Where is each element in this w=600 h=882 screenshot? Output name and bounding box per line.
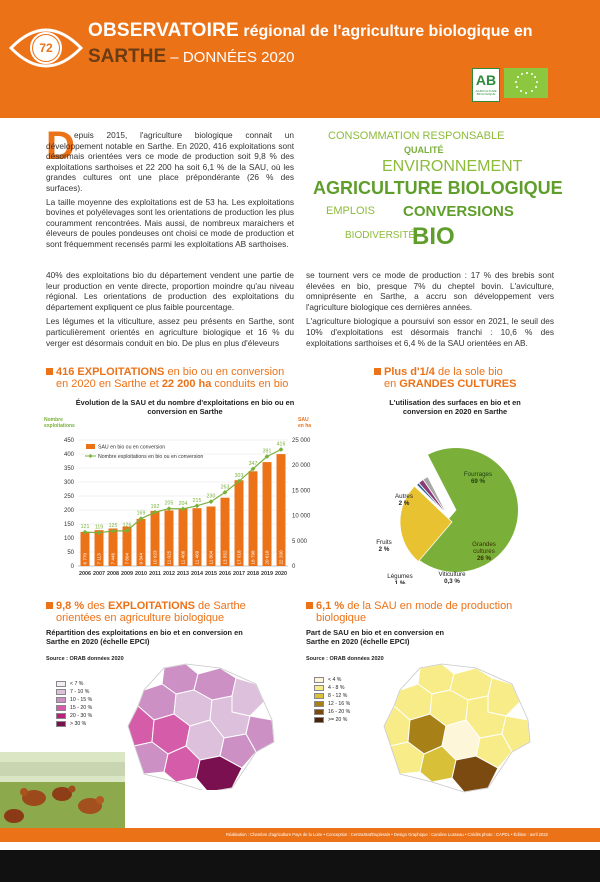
line-value-label: 126 (122, 522, 132, 529)
legend-row (314, 708, 350, 716)
left-axis-label: Nombre (44, 417, 63, 423)
section-exploitations-heading (46, 366, 316, 390)
footer-credits: Réalisation : Chambre d'agriculture Pays de la Loire • Conception : CentraStat/Duplessis • Design Graphique : Caroline Lusseau • Crédits photo : CAPDL • Édition : avril 2022 (0, 828, 600, 842)
word-bio: BIO (412, 223, 455, 250)
word-qualite: QUALITÉ (404, 145, 444, 155)
legend-label: > 30 % (70, 721, 87, 727)
legend-swatch (314, 717, 324, 723)
legend-swatch (56, 697, 66, 703)
legend-swatch (56, 681, 66, 687)
pie-slice-label: Fourrages (463, 471, 493, 478)
legend-swatch (314, 677, 324, 683)
pie-slice-label: Fruits (376, 539, 392, 546)
eye-logo (8, 18, 84, 83)
section-exploitations-map-heading (46, 600, 306, 624)
map2-title: Part de SAU en bio et en conversion en Sarthe en 2020 (échelle EPCI) (306, 628, 444, 646)
legend-row (314, 684, 350, 692)
epci-region (232, 678, 264, 716)
page-bottom-band (0, 850, 600, 882)
x-tick-label: 2014 (191, 571, 203, 577)
word-conversions: CONVERSIONS (403, 203, 514, 220)
intro-paragraph-4: Les légumes et la viticulture, assez peu présents en Sarthe, sont particulièrement orientés en agriculture biologique et 16 % du verger est désormais conduit en bio. De plus en plus d'éleveurs (46, 316, 294, 348)
heading-text: biologique (316, 612, 367, 624)
exploitations-point (195, 503, 200, 508)
word-agriculture-biologique: AGRICULTURE BIOLOGIQUE (313, 178, 563, 198)
legend-swatch (56, 721, 66, 727)
x-tick-label: 2015 (205, 571, 217, 577)
x-tick-label: 2009 (121, 571, 133, 577)
legend-label: 16 - 20 % (328, 709, 351, 715)
exploitations-point (279, 447, 284, 452)
legend-swatch (314, 693, 324, 699)
bullet-square (374, 368, 381, 375)
legend-label: 4 - 8 % (328, 685, 345, 691)
x-tick-label: 2008 (107, 571, 119, 577)
legend-row (314, 716, 350, 724)
line-value-label: 125 (108, 523, 118, 529)
legend-row (56, 720, 92, 728)
bar-value-label: 18 798 (250, 550, 256, 565)
bar-chart-title: Évolution de la SAU et du nombre d'exploitations en bio ou en conversion en Sarthe (75, 398, 295, 416)
legend-swatch (314, 709, 324, 715)
legend-row (56, 712, 92, 720)
heading-text: en (384, 378, 400, 390)
sau-bar (277, 454, 286, 566)
pie-chart (370, 414, 560, 584)
title-sarthe: SARTHE (88, 46, 167, 67)
line-value-label: 119 (94, 524, 104, 531)
title-donnees: DONNÉES 2020 (182, 49, 295, 66)
line-value-label: 230 (206, 493, 216, 500)
pie-slice-label: Légumes (387, 573, 413, 580)
legend-label: 7 - 10 % (70, 689, 90, 695)
legend-swatch-point (89, 454, 93, 458)
intro-paragraph-2: La taille moyenne des exploitations est de 53 ha. Les exploitations bovines et polyélevages sont les orientations de production les plus couramment rencontrées. Mais aussi, de nombreux maraichers et éleveurs de poules pondeuses ont choisi ce mode de production et sont fréquemment recensés parmi les exploitations AB sarthoises. (46, 196, 294, 249)
ab-logo-text: AB (475, 72, 497, 88)
word-emplois: EMPLOIS (326, 205, 375, 217)
map1-legend (56, 680, 92, 728)
pie-slice-value: 2 % (398, 500, 410, 507)
legend-row (56, 696, 92, 704)
heading-text: de Sarthe (195, 600, 246, 612)
right-tick-label: 5 000 (292, 538, 308, 545)
title-rest: régional de l'agriculture biologique en (238, 23, 533, 40)
heading-text: conduits en bio (211, 378, 289, 390)
heading-text: en bio ou en conversion (164, 366, 285, 378)
bar-value-label: 11 406 (180, 550, 186, 565)
word-environnement: ENVIRONNEMENT (382, 158, 523, 175)
left-tick-label: 100 (63, 536, 74, 542)
word-biodiversite: BIODIVERSITÉ (345, 230, 416, 241)
heading-bold: 22 200 ha (161, 378, 212, 390)
map2-choropleth (380, 660, 540, 805)
heading-text: en 2020 en Sarthe et (56, 378, 162, 390)
legend-swatch (56, 689, 66, 695)
pie-slice-label: Viticulture (438, 571, 466, 578)
x-tick-label: 2011 (149, 571, 161, 577)
bar-value-label: 20 618 (264, 550, 270, 565)
bar-value-label: 7 804 (124, 553, 130, 565)
line-value-label: 205 (164, 500, 174, 507)
legend-label: 8 - 12 % (328, 693, 348, 699)
x-tick-label: 2012 (163, 571, 175, 577)
right-tick-label: 0 (292, 564, 296, 570)
map1-source: Source : ORAB données 2020 (46, 656, 124, 662)
pie-slice-value: 2 % (378, 546, 390, 553)
legend-label: 10 - 15 % (70, 697, 93, 703)
heading-bold: EXPLOITATIONS (108, 600, 195, 612)
map1-title: Répartition des exploitations en bio et en conversion en Sarthe en 2020 (échelle EPCI) (46, 628, 243, 646)
x-tick-label: 2007 (93, 571, 105, 577)
legend-label-line: Nombre exploitations en bio ou en conversion (98, 454, 204, 460)
intro-column (46, 124, 294, 253)
legend-row (314, 676, 350, 684)
bar-value-label: 10 923 (152, 550, 158, 565)
left-tick-label: 150 (63, 522, 74, 528)
legend-label: 20 - 30 % (70, 713, 93, 719)
right-tick-label: 10 000 (292, 513, 311, 520)
x-tick-label: 2017 (233, 571, 245, 577)
bar-value-label: 13 552 (222, 550, 228, 565)
intro-paragraph-3: 40% des exploitations bio du département vendent une partie de leur production en vente directe, proportion moindre qu'au niveau régional. Les orientations de production des exploitations du département expliquent ce plus faible pourcentage. (46, 270, 294, 312)
bar-line-chart (40, 414, 320, 586)
word-consommation: CONSOMMATION RESPONSABLE (328, 130, 505, 142)
x-tick-label: 2016 (219, 571, 231, 577)
legend-label: < 4 % (328, 677, 342, 683)
left-tick-label: 250 (63, 494, 74, 500)
intro-paragraph-5: se tournent vers ce mode de production : 17 % des brebis sont élevées en bio, presque 7% du cheptel bovin. L'aviculture, omniprésente en Sarthe, a accru son développement vers l'agriculture biologique ces dernières années. (306, 270, 554, 312)
right-axis-label: en ha (298, 423, 312, 429)
sau-bar (263, 462, 272, 566)
legend-row (314, 692, 350, 700)
legend-row (56, 704, 92, 712)
ab-logo-sub: AGRICULTURE BIOLOGIQUE (475, 89, 497, 96)
map2-source: Source : ORAB données 2020 (306, 656, 384, 662)
heading-bold: Plus d'1/4 (384, 366, 435, 378)
heading-text: de la sole bio (434, 366, 503, 378)
bullet-square (46, 602, 53, 609)
bar-value-label: 11 804 (208, 550, 214, 565)
legend-label: >= 20 % (328, 717, 348, 723)
page-subtitle (88, 46, 295, 68)
heading-text: de la SAU en mode de production (344, 600, 513, 612)
eu-organic-logo (504, 68, 548, 98)
x-tick-label: 2006 (79, 571, 91, 577)
pie-slice-value: 0,3 % (444, 578, 460, 584)
bar-value-label: 17 018 (236, 550, 242, 565)
heading-bold: GRANDES CULTURES (399, 378, 517, 390)
legend-swatch-bar (86, 444, 95, 449)
x-tick-label: 2020 (275, 571, 287, 577)
left-tick-label: 50 (67, 550, 74, 556)
heading-text: orientées en agriculture biologique (56, 612, 225, 624)
left-tick-label: 450 (63, 438, 74, 444)
legend-row (56, 688, 92, 696)
legend-label-bar: SAU en bio ou en conversion (98, 444, 166, 451)
legend-swatch (314, 701, 324, 707)
pie-chart-title: L'utilisation des surfaces en bio et en conversion en 2020 en Sarthe (389, 398, 521, 416)
x-tick-label: 2018 (247, 571, 259, 577)
left-tick-label: 400 (63, 452, 74, 458)
legend-label: 12 - 16 % (328, 701, 351, 707)
intro-paragraph-1: epuis 2015, l'agriculture biologique connait un développement notable en Sarthe. En 2020, 416 exploitations sont désormais orientées vers ce mode de production soit 9,8 % des exploitations sarthoises et 22 200 ha soit 6,1 % de la SAU, où les grandes cultures ont une place prépondérante (26 % des surfaces). (46, 130, 294, 193)
text-column-left (46, 270, 294, 352)
bullet-square (306, 602, 313, 609)
right-tick-label: 20 000 (292, 463, 311, 470)
left-tick-label: 0 (70, 564, 74, 570)
line-value-label: 192 (150, 504, 160, 511)
bar-value-label: 11 025 (166, 550, 172, 565)
pie-slice-label: Grandes (472, 541, 496, 548)
line-value-label: 416 (276, 441, 286, 448)
legend-swatch (56, 705, 66, 711)
line-value-label: 215 (192, 497, 202, 504)
eu-leaf-icon (504, 68, 548, 98)
heading-bold: 416 EXPLOITATIONS (56, 366, 165, 378)
right-tick-label: 15 000 (292, 488, 311, 495)
left-tick-label: 300 (63, 480, 74, 486)
page-header (0, 0, 600, 118)
heading-bold: 6,1 % (316, 600, 345, 612)
line-value-label: 263 (220, 484, 230, 491)
bar-value-label: 9 344 (138, 553, 144, 565)
page-number: 72 (33, 35, 59, 61)
left-tick-label: 350 (63, 466, 74, 472)
pie-slice-label: Autres (395, 493, 413, 500)
ab-logo (472, 68, 500, 102)
title-dash: – (166, 49, 183, 66)
legend-row (56, 680, 92, 688)
bar-value-label: 7 113 (96, 553, 102, 565)
line-value-label: 347 (248, 460, 258, 467)
left-tick-label: 200 (63, 508, 74, 514)
intro-paragraph-6: L'agriculture biologique a poursuivi son essor en 2021, le seuil des 10% d'exploitations est désormais franchi : 10,6 % des exploitations sarthoises et 6,4 % de la SAU orientées en AB. (306, 316, 554, 348)
line-value-label: 391 (262, 448, 272, 455)
heading-text: des (84, 600, 108, 612)
line-value-label: 204 (178, 500, 188, 507)
pie-slice-value: 69 % (470, 478, 486, 485)
legend-row (314, 700, 350, 708)
pie-slice-value: 26 % (476, 555, 492, 562)
legend-label: < 7 % (70, 681, 84, 687)
section-sau-map-heading (306, 600, 556, 624)
x-tick-label: 2010 (135, 571, 147, 577)
heading-bold: 9,8 % (56, 600, 85, 612)
page-title (88, 20, 533, 42)
right-axis-label: SAU (298, 417, 309, 423)
x-tick-label: 2019 (261, 571, 273, 577)
legend-label: 15 - 20 % (70, 705, 93, 711)
text-column-right (306, 270, 554, 352)
map2-legend (314, 676, 350, 724)
dropcap: D (46, 124, 75, 168)
pie-slice-value: 1 % (394, 580, 406, 584)
right-tick-label: 25 000 (292, 438, 311, 444)
x-tick-label: 2013 (177, 571, 189, 577)
bar-value-label: 6 770 (82, 553, 88, 565)
line-value-label: 121 (80, 524, 90, 531)
line-value-label: 169 (136, 510, 146, 517)
exploitations-point (167, 506, 172, 511)
legend-swatch (56, 713, 66, 719)
bar-value-label: 22 200 (278, 550, 284, 565)
map1-choropleth (124, 660, 284, 790)
pie-slice-label: cultures (473, 548, 495, 555)
bullet-square (46, 368, 53, 375)
legend-swatch (314, 685, 324, 691)
section-grandes-cultures-heading (374, 366, 564, 390)
left-axis-label: exploitations (44, 423, 75, 429)
bar-value-label: 11 469 (194, 550, 200, 565)
epci-region (488, 678, 520, 716)
title-bold: OBSERVATOIRE (88, 20, 239, 41)
line-value-label: 303 (234, 473, 244, 480)
bar-value-label: 7 446 (110, 553, 116, 565)
